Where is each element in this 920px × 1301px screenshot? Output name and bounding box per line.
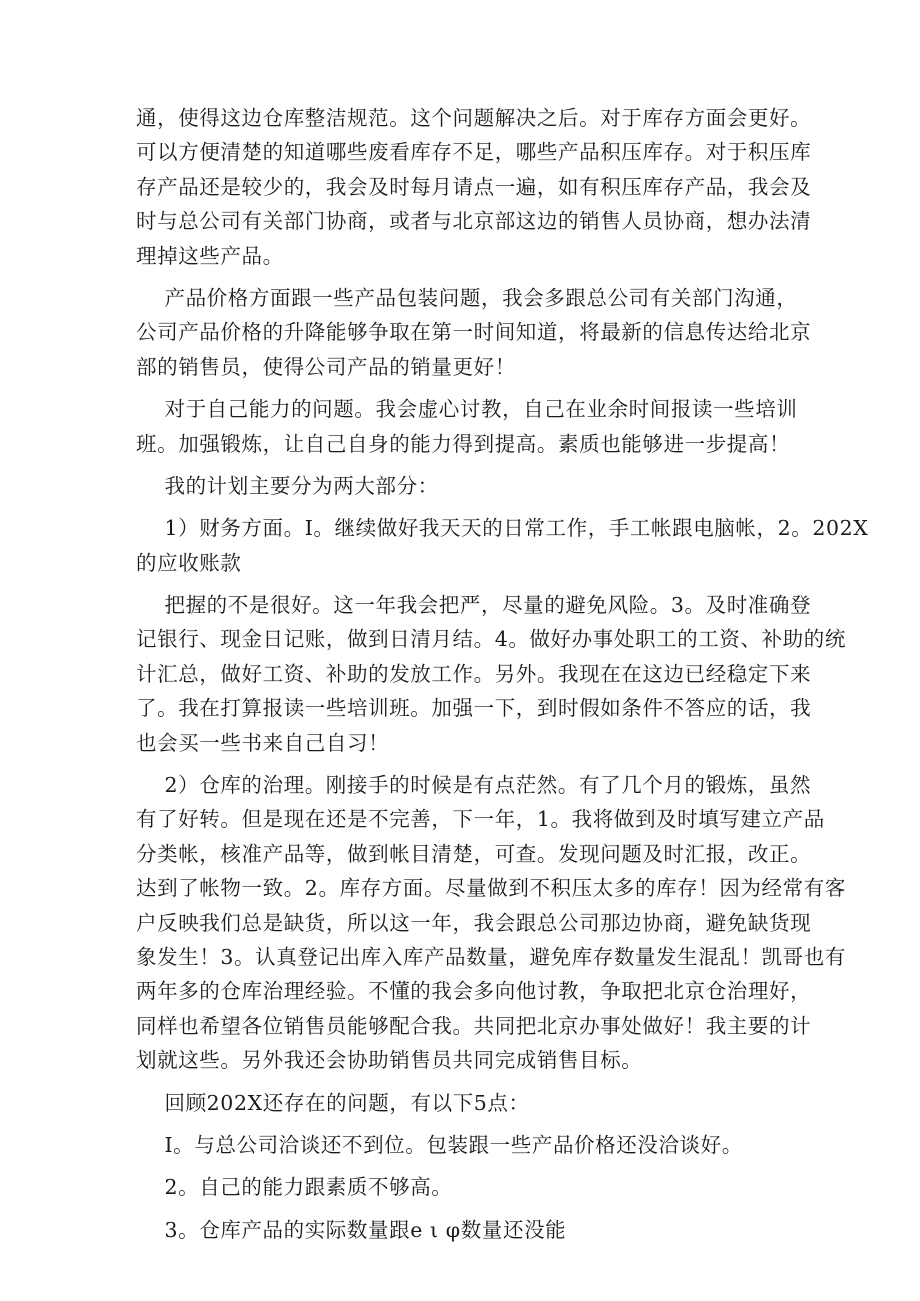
text-line: I。与总公司洽谈还不到位。包装跟一些产品价格还没洽谈好。 bbox=[136, 1132, 743, 1157]
text-line: 两年多的仓库治理经验。不懂的我会多向他讨教，争取把北京仓治理好， bbox=[136, 979, 812, 1004]
text-line: 也会买一些书来自己自习！ bbox=[136, 730, 390, 755]
text-line: 班。加强锻炼，让自己自身的能力得到提高。素质也能够进一步提高！ bbox=[136, 431, 791, 456]
text-line: 1）财务方面。I。继续做好我天天的日常工作，手工帐跟电脑帐，2。202X bbox=[136, 516, 869, 541]
text-line: 存产品还是较少的，我会及时每月请点一遍，如有积压库存产品，我会及 bbox=[136, 174, 812, 199]
text-line: 记银行、现金日记账，做到日清月结。4。做好办事处职工的工资、补助的统 bbox=[136, 627, 846, 652]
text-line: 回顾202X还存在的问题，有以下5点： bbox=[136, 1090, 530, 1115]
text-line: 有了好转。但是现在还是不完善，下一年，1。我将做到及时填写建立产品 bbox=[136, 807, 825, 832]
text-line: 时与总公司有关部门协商，或者与北京部这边的销售人员协商，想办法清 bbox=[136, 209, 812, 234]
document-body bbox=[136, 101, 869, 1247]
text-line: 的应收账款 bbox=[136, 550, 242, 575]
text-line: 产品价格方面跟一些产品包装问题，我会多跟总公司有关部门沟通， bbox=[136, 285, 798, 310]
text-line: 划就这些。另外我还会协助销售员共同完成销售目标。 bbox=[136, 1048, 643, 1073]
text-line: 通，使得这边仓库整洁规范。这个问题解决之后。对于库存方面会更好。 bbox=[136, 106, 812, 130]
text-line: 2。自己的能力跟素质不够高。 bbox=[136, 1175, 453, 1200]
text-line: 部的销售员，使得公司产品的销量更好！ bbox=[136, 354, 516, 379]
text-line: 2）仓库的治理。刚接手的时候是有点茫然。有了几个月的锻炼，虽然 bbox=[136, 773, 812, 798]
text-line: 了。我在打算报读一些培训班。加强一下，到时假如条件不答应的话，我 bbox=[136, 696, 812, 721]
text-line: 可以方便清楚的知道哪些废看库存不足，哪些产品积压库存。对于积压库 bbox=[136, 140, 812, 165]
text-line: 3。仓库产品的实际数量跟e ι φ数量还没能 bbox=[136, 1217, 567, 1242]
text-line: 同样也希望各位销售员能够配合我。共同把北京办事处做好！我主要的计 bbox=[136, 1013, 812, 1038]
text-line: 计汇总，做好工资、补助的发放工作。另外。我现在在这边已经稳定下来 bbox=[136, 661, 812, 686]
text-line: 对于自己能力的问题。我会虚心讨教，自己在业余时间报读一些培训 bbox=[136, 397, 798, 422]
text-line: 把握的不是很好。这一年我会把严，尽量的避免风险。3。及时准确登 bbox=[136, 593, 812, 618]
text-line: 分类帐，核准产品等，做到帐目清楚，可查。发现问题及时汇报，改正。 bbox=[136, 841, 812, 866]
text-line: 象发生！3。认真登记出库入库产品数量，避免库存数量发生混乱！凯哥也有 bbox=[136, 944, 846, 969]
text-line: 理掉这些产品。 bbox=[136, 243, 284, 268]
text-line: 达到了帐物一致。2。库存方面。尽量做到不积压太多的库存！因为经常有客 bbox=[136, 876, 846, 901]
text-line: 公司产品价格的升降能够争取在第一时间知道，将最新的信息传达给北京 bbox=[136, 320, 812, 345]
text-line: 户反映我们总是缺货，所以这一年，我会跟总公司那边协商，避免缺货现 bbox=[136, 910, 812, 935]
text-line: 我的计划主要分为两大部分： bbox=[136, 473, 439, 498]
